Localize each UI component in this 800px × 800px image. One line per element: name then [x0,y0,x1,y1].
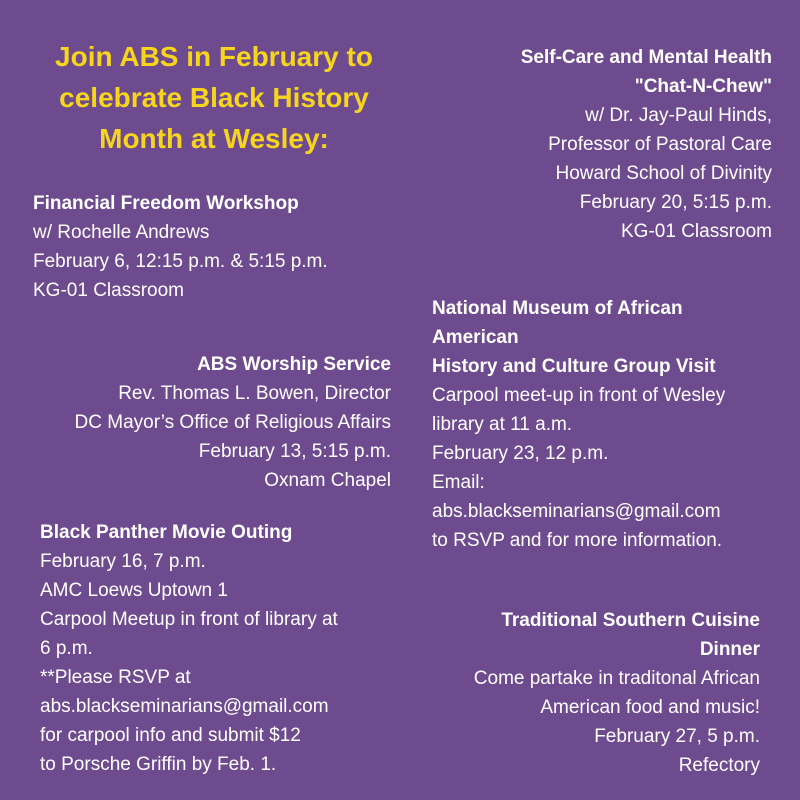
event-detail: DC Mayor’s Office of Religious Affairs [74,412,391,433]
event-detail: AMC Loews Uptown 1 [40,580,228,601]
event-detail: for carpool info and submit $12 [40,725,301,746]
event-title: Traditional Southern Cuisine [501,610,760,631]
event-detail: Rev. Thomas L. Bowen, Director [118,383,391,404]
event-detail: w/ Rochelle Andrews [33,222,210,243]
event-detail: KG-01 Classroom [33,280,184,301]
event-detail: Professor of Pastoral Care [548,134,772,155]
event-detail: Refectory [678,755,760,776]
headline-line: Month at Wesley: [99,123,329,154]
event-title: Self-Care and Mental Health [520,47,772,68]
event-title: Black Panther Movie Outing [40,522,293,543]
event-detail: library at 11 a.m. [432,414,573,435]
event-title: ABS Worship Service [197,354,391,375]
event-detail: February 20, 5:15 p.m. [579,192,772,213]
event-detail: 6 p.m. [40,638,93,659]
event-museum-visit [432,294,725,555]
event-detail: Come partake in traditonal African [473,668,760,689]
event-worship-service [75,350,391,495]
event-detail: Carpool Meetup in front of library at [40,609,338,630]
event-title: National Museum of African [432,298,683,319]
headline [18,36,410,159]
event-detail: w/ Dr. Jay-Paul Hinds, [585,105,772,126]
event-financial-workshop [33,189,328,305]
event-detail: February 13, 5:15 p.m. [198,441,391,462]
event-title: "Chat-N-Chew" [634,76,772,97]
event-detail: to RSVP and for more information. [432,530,723,551]
event-self-care-chat [521,43,772,246]
event-title: Dinner [699,639,760,660]
event-email: abs.blackseminarians@gmail.com [40,696,329,717]
event-detail: American food and music! [540,697,760,718]
event-detail: **Please RSVP at [40,667,191,688]
event-title: Financial Freedom Workshop [33,193,299,214]
event-title: History and Culture Group Visit [432,356,716,377]
event-detail: Email: [432,472,485,493]
headline-line: Join ABS in February to [55,41,373,72]
event-detail: February 16, 7 p.m. [40,551,206,572]
event-detail: Oxnam Chapel [264,470,391,491]
event-detail: to Porsche Griffin by Feb. 1. [40,754,277,775]
event-detail: KG-01 Classroom [621,221,772,242]
event-title: American [432,327,519,348]
event-detail: Howard School of Divinity [555,163,772,184]
event-southern-dinner [474,606,760,780]
event-black-panther-outing [40,518,338,779]
event-detail: February 6, 12:15 p.m. & 5:15 p.m. [33,251,328,272]
event-detail: February 27, 5 p.m. [594,726,760,747]
event-detail: February 23, 12 p.m. [432,443,609,464]
event-email: abs.blackseminarians@gmail.com [432,501,721,522]
headline-line: celebrate Black History [59,82,369,113]
event-detail: Carpool meet-up in front of Wesley [432,385,726,406]
